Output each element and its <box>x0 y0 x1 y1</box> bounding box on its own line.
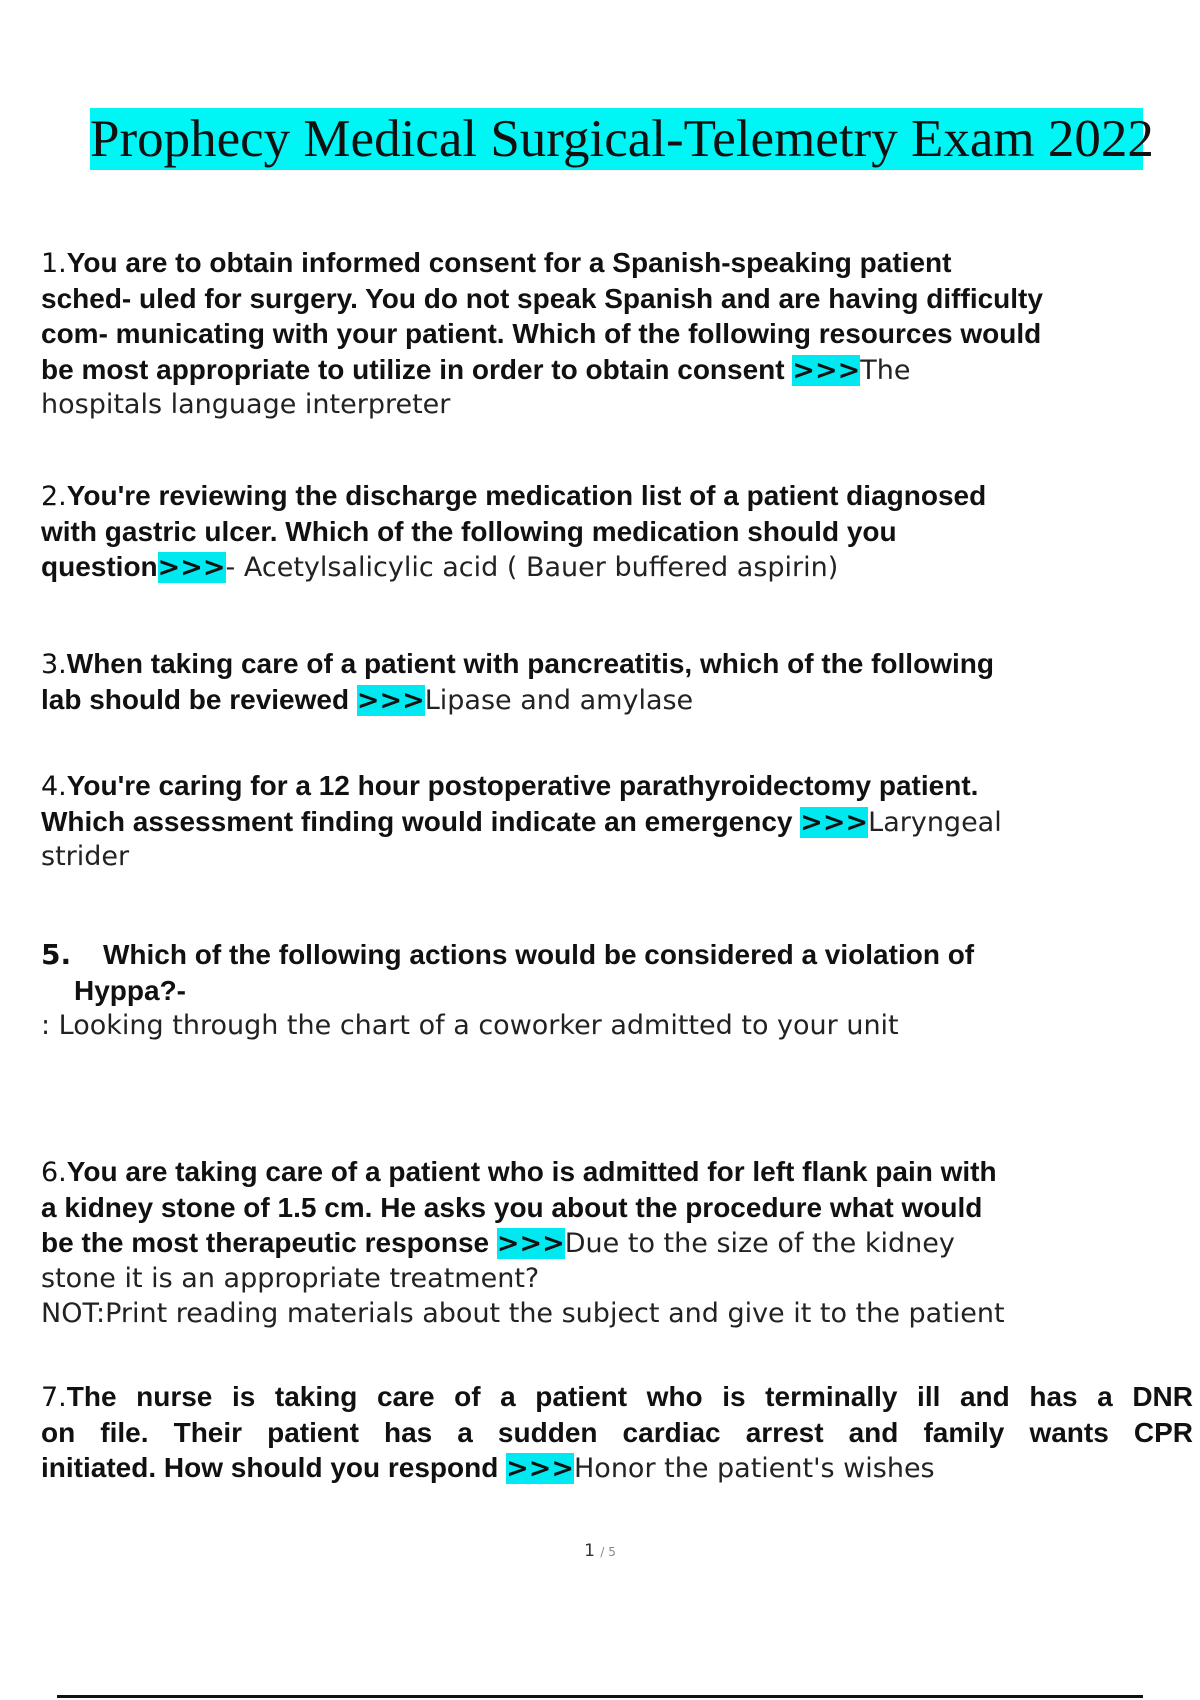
answer-marker: >>> <box>356 684 425 716</box>
answer-text: : Looking through the chart of a coworker admitted to your unit <box>41 1010 899 1041</box>
text-line <box>41 1450 1196 1486</box>
text-line <box>41 804 1196 840</box>
text-line <box>41 1154 1196 1190</box>
page-current: 1 <box>584 1541 595 1561</box>
text-line <box>41 839 1196 875</box>
text-line <box>41 646 1196 682</box>
answer-text: hospitals language interpreter <box>41 389 451 420</box>
answer-text: - Acetylsalicylic acid ( Bauer buffered aspirin) <box>225 552 839 583</box>
text-line <box>41 549 1196 585</box>
text-line <box>41 1379 1193 1415</box>
answer-marker: >>> <box>800 806 869 838</box>
document-title: Prophecy Medical Surgical-Telemetry Exam 2022 <box>90 110 1154 168</box>
text-line <box>41 1261 1196 1297</box>
question-text: lab should be reviewed <box>41 683 357 715</box>
answer-marker: >>> <box>496 1228 565 1259</box>
question-text: with gastric ulcer. Which of the following medication should you <box>41 515 897 547</box>
text-line <box>41 1415 1193 1451</box>
question-number: 6. <box>41 1157 67 1188</box>
page-bottom-rule <box>57 1695 1143 1698</box>
question-item <box>41 1154 1196 1332</box>
text-line <box>41 316 1196 352</box>
question-item <box>41 1379 1196 1486</box>
answer-marker: >>> <box>157 552 226 583</box>
answer-text: Due to the size of the kidney <box>564 1228 955 1259</box>
question-number: 7. <box>41 1382 67 1413</box>
question-text: initiated. How should you respond <box>41 1452 507 1483</box>
question-text: You are to obtain informed consent for a Spanish-speaking patient <box>66 247 952 278</box>
question-item <box>41 768 1196 875</box>
question-number: 2. <box>41 481 67 512</box>
text-line <box>41 352 1196 388</box>
question-text: The nurse is taking care of a patient who is terminally ill and has a DNR <box>66 1381 1193 1412</box>
answer-text: Lipase and amylase <box>424 684 694 716</box>
question-text: When taking care of a patient with pancreatitis, which of the following <box>66 648 994 679</box>
question-item <box>41 646 1196 717</box>
answer-text: NOT:Print reading materials about the subject and give it to the patient <box>41 1298 1005 1329</box>
page-total: / 5 <box>600 1545 616 1559</box>
text-line <box>41 1296 1196 1332</box>
question-item <box>41 937 1196 1044</box>
answer-text: The <box>860 354 911 386</box>
question-text: question <box>41 551 158 582</box>
question-text: on file. Their patient has a sudden cardiac arrest and family wants CPR <box>41 1416 1193 1448</box>
question-text: com- municating with your patient. Which of the following resources would <box>41 318 1042 349</box>
question-text: sched- uled for surgery. You do not speak Spanish and are having difficulty <box>41 282 1043 314</box>
text-line <box>41 1225 1196 1261</box>
question-text: be the most therapeutic response <box>41 1227 497 1258</box>
answer-text: Honor the patient's wishes <box>574 1453 935 1484</box>
question-item <box>41 245 1196 423</box>
question-text: You are taking care of a patient who is admitted for left flank pain with <box>66 1156 997 1187</box>
answer-text: stone it is an appropriate treatment? <box>41 1262 540 1294</box>
text-line <box>41 682 1196 718</box>
text-line <box>41 478 1196 514</box>
answer-marker: >>> <box>506 1453 574 1484</box>
question-text: Which assessment finding would indicate an emergency <box>41 805 801 837</box>
text-line <box>41 973 1196 1009</box>
text-line <box>41 245 1196 281</box>
question-text: Which of the following actions would be considered a violation of <box>103 939 975 970</box>
text-line <box>41 768 1196 804</box>
question-text: You're caring for a 12 hour postoperative parathyroidectomy patient. <box>66 770 979 801</box>
text-line <box>41 1190 1196 1226</box>
text-line <box>41 514 1196 550</box>
question-text: a kidney stone of 1.5 cm. He asks you about the procedure what would <box>41 1191 983 1223</box>
answer-text: strider <box>41 841 130 872</box>
answer-marker: >>> <box>792 354 861 386</box>
question-number: 5. <box>41 938 72 971</box>
question-number: 4. <box>41 771 67 802</box>
answer-text: Laryngeal <box>868 806 1002 838</box>
page-number <box>0 1541 1200 1561</box>
text-line <box>41 281 1196 317</box>
text-line <box>41 387 1196 423</box>
question-item <box>41 478 1196 585</box>
question-number: 1. <box>41 248 67 279</box>
question-text: Hyppa?- <box>74 974 186 1006</box>
text-line <box>41 937 1196 973</box>
question-text: You're reviewing the discharge medication list of a patient diagnosed <box>66 480 987 511</box>
question-text: be most appropriate to utilize in order to obtain consent <box>41 353 793 385</box>
text-line <box>41 1008 1196 1044</box>
question-number: 3. <box>41 649 67 680</box>
